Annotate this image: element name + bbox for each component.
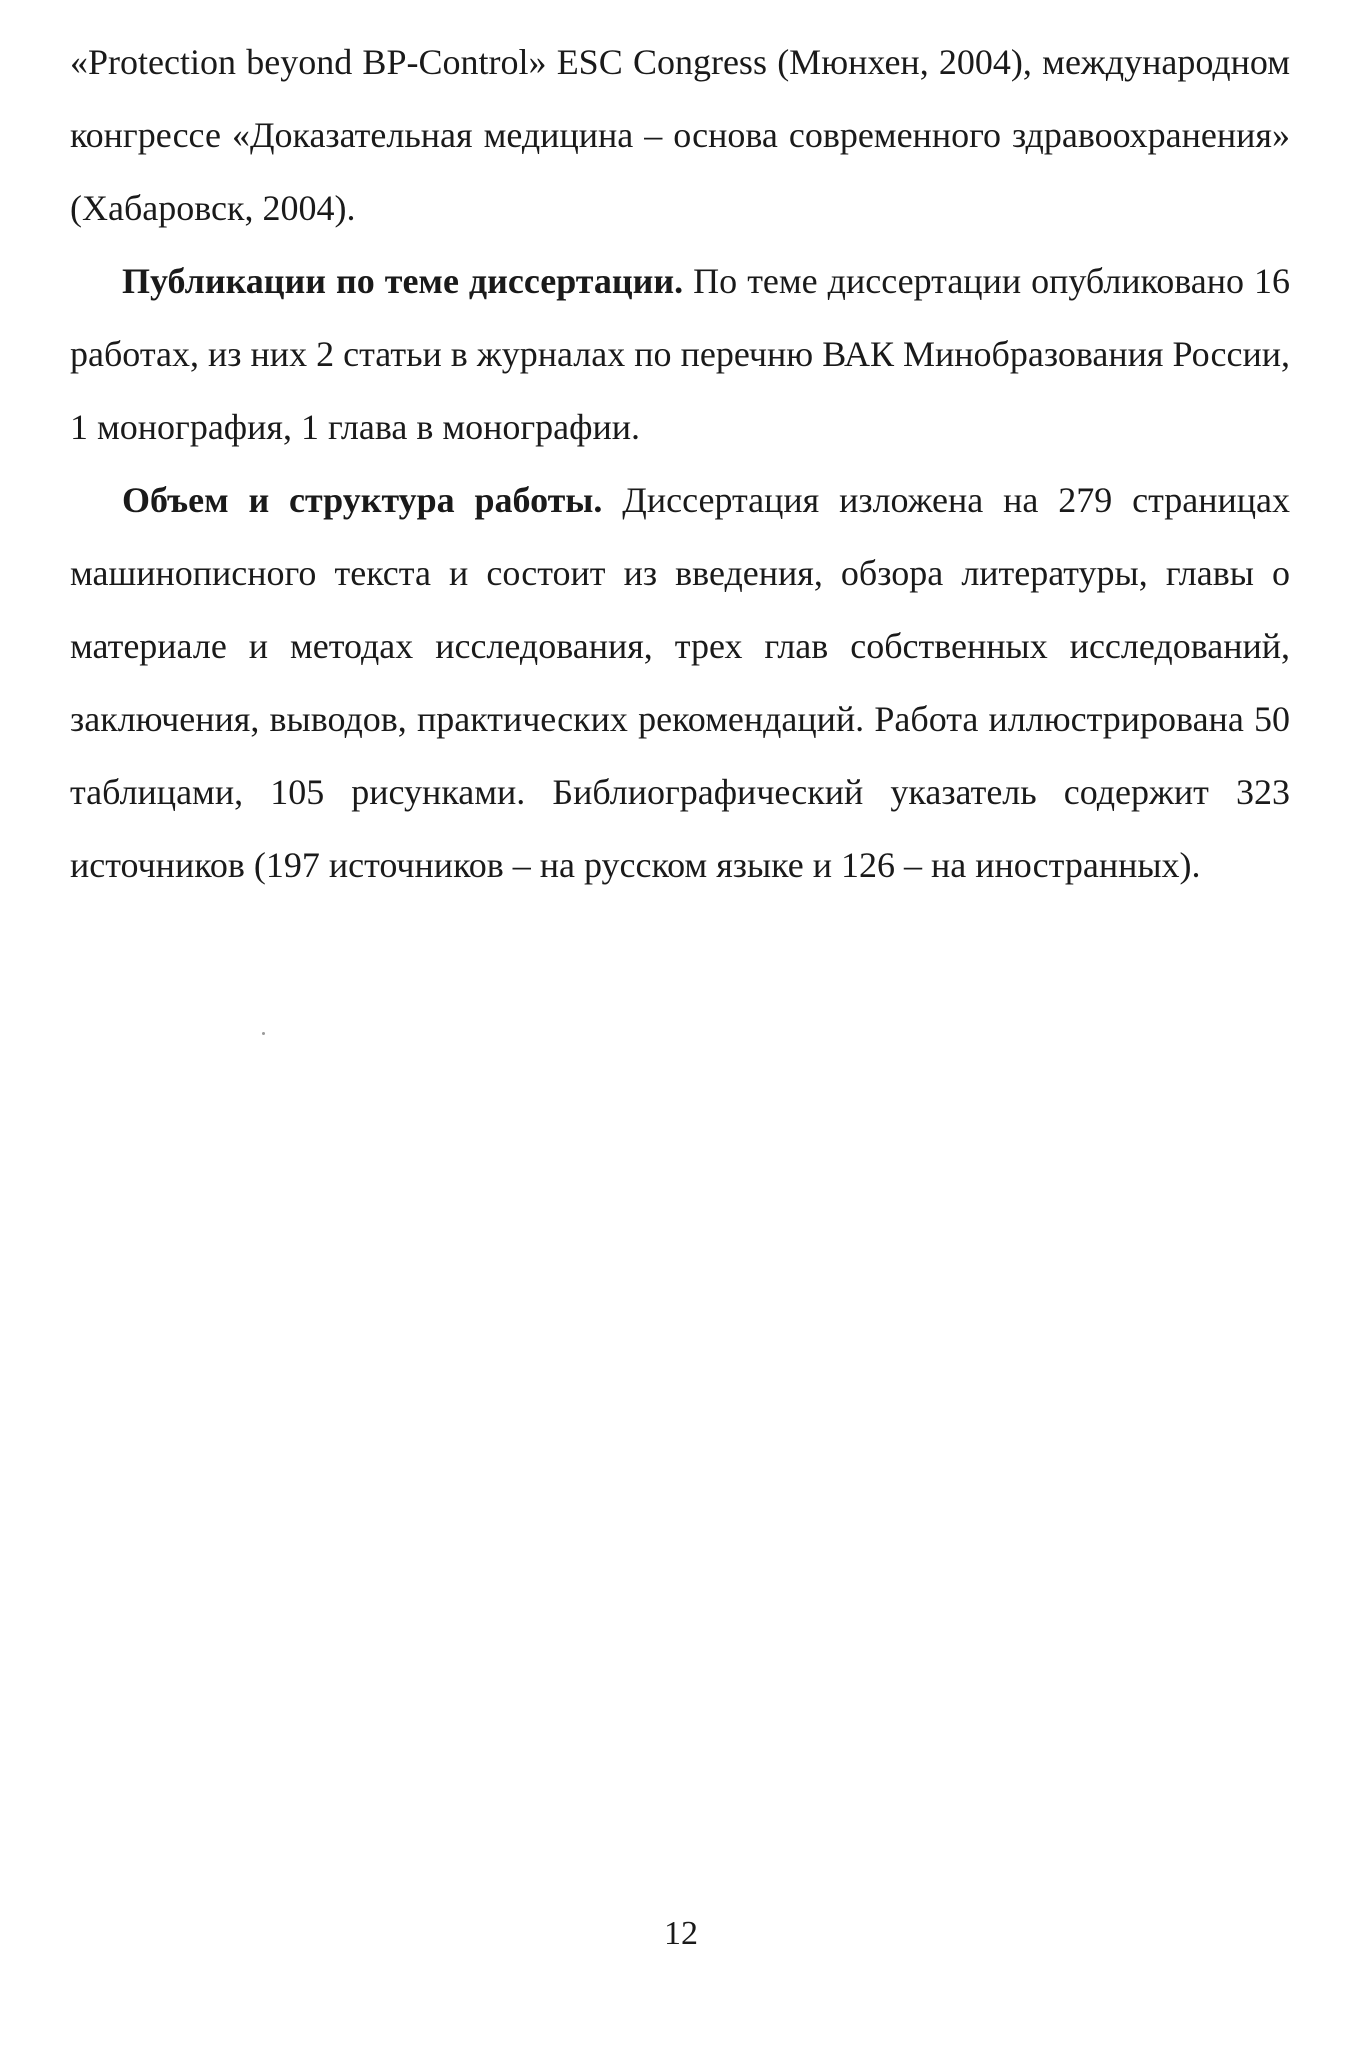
paragraph-text: По теме диссертации опубликовано 16 работах, из них 2 статьи в журналах по перечню ВАК Минобразования России, 1 монография, 1 глава в монографии. (70, 261, 1290, 447)
paragraph-structure (70, 464, 1290, 902)
paragraph-congress (70, 26, 1290, 245)
scan-speck (262, 1032, 265, 1035)
paragraph-heading: Публикации по теме диссертации. (122, 261, 684, 301)
paragraph-text: «Protection beyond BP-Control» ESC Congress (Мюнхен, 2004), международном конгрессе «Доказательная медицина – основа современного здравоохранения» (Хабаровск, 2004). (70, 42, 1290, 228)
paragraph-text: Диссертация изложена на 279 страницах машинописного текста и состоит из введения, обзора литературы, главы о материале и методах исследования, трех глав собственных исследований, заключения, выводов, практических рекомендаций. Работа иллюстрирована 50 таблицами, 105 рисунками. Библиографический указатель содержит 323 источников (197 источников – на русском языке и 126 – на иностранных). (70, 480, 1290, 885)
paragraph-publications (70, 245, 1290, 464)
page-number: 12 (664, 1915, 698, 1952)
paragraph-heading: Объем и структура работы. (122, 480, 603, 520)
body-text (70, 26, 1290, 902)
